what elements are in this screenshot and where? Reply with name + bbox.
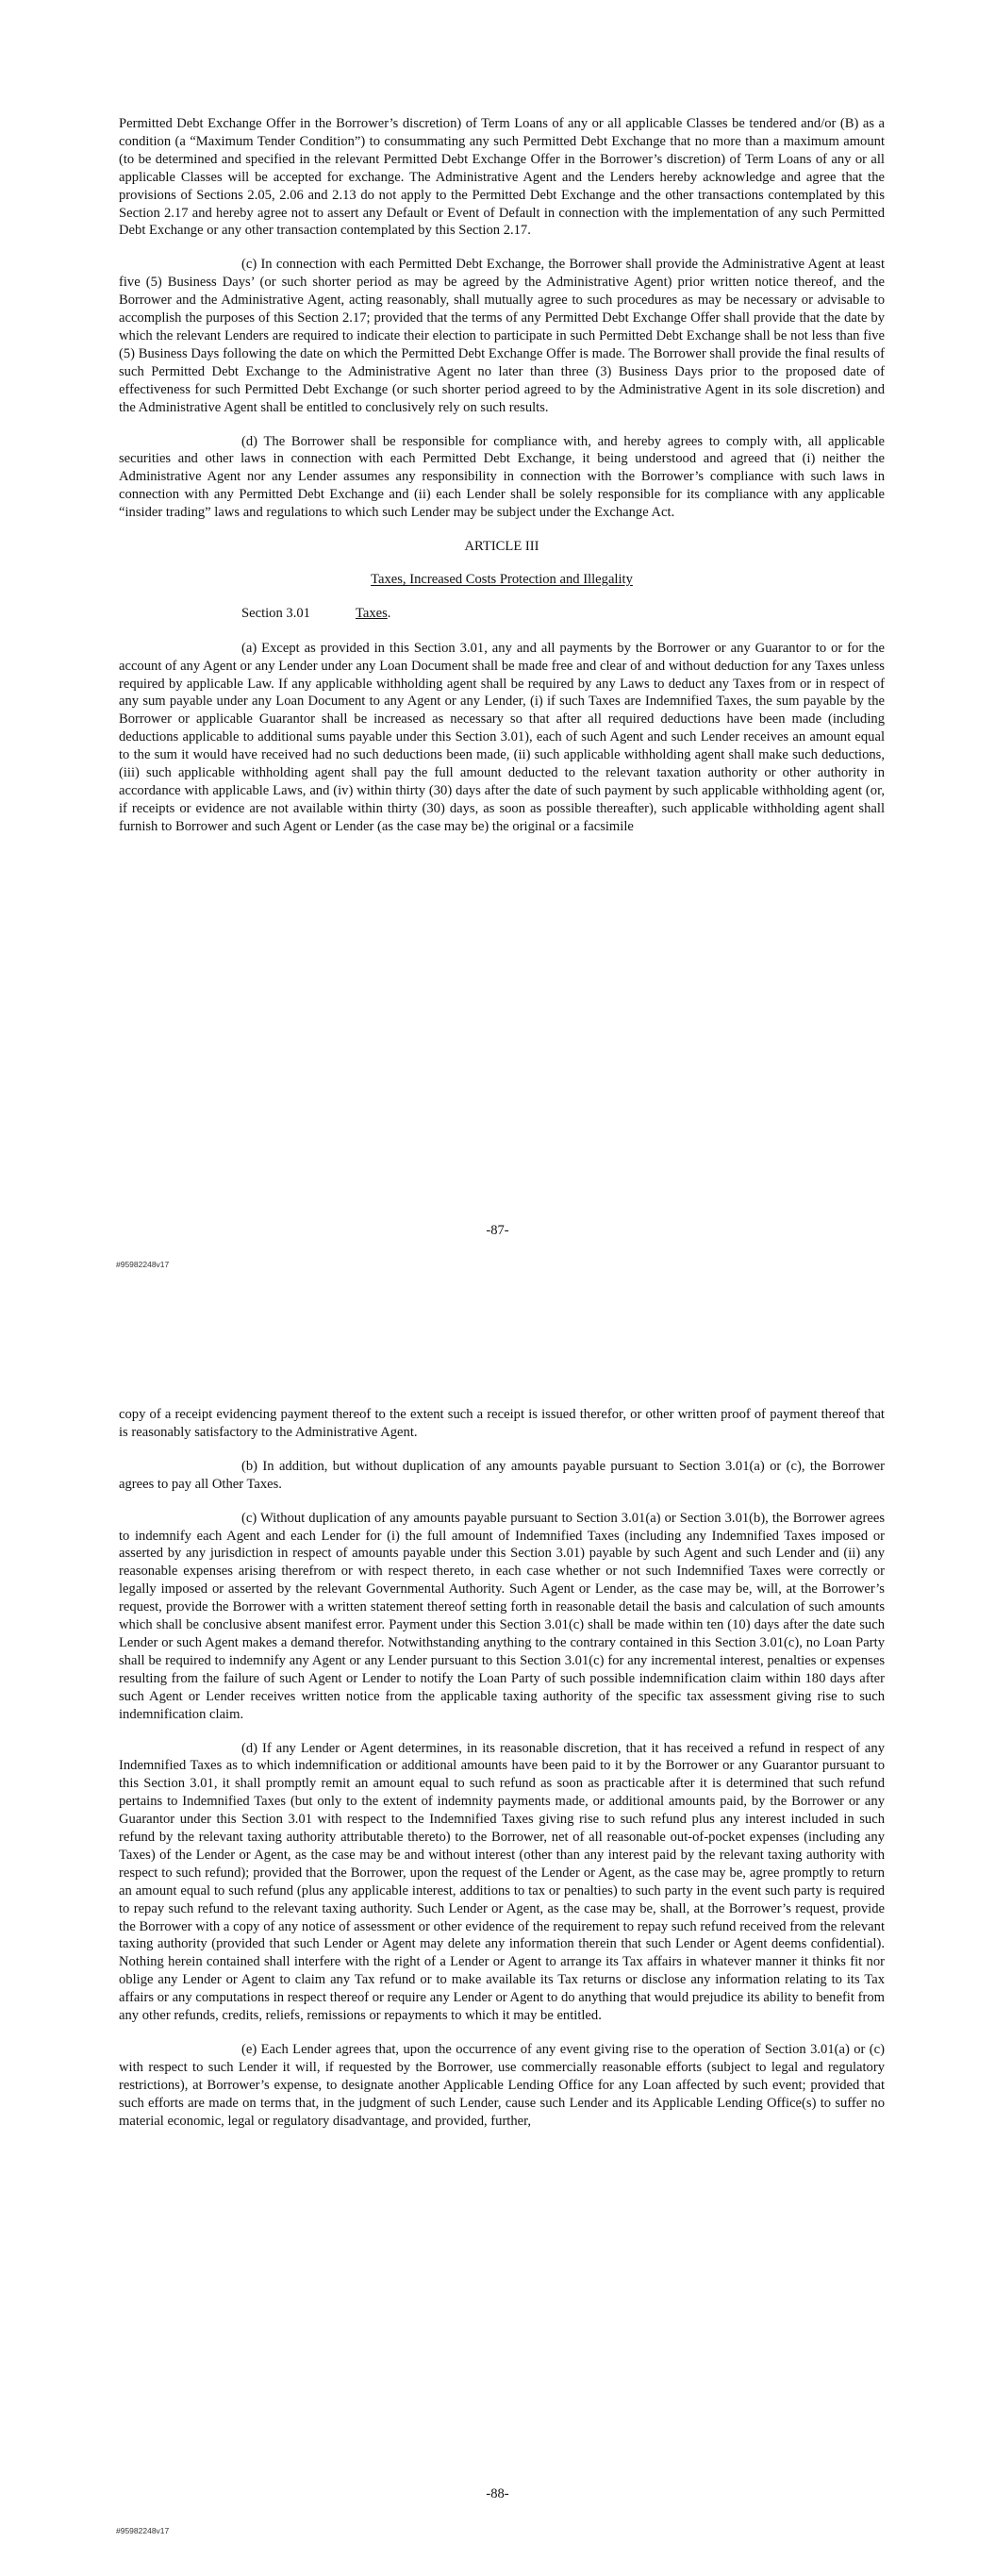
section-title: Taxes [355,605,388,621]
page-88 [0,1359,995,2576]
article-title: Taxes, Increased Costs Protection and Illegality [371,571,633,587]
page-87 [0,0,995,1283]
document-id: #95982248v17 [116,2526,170,2535]
paragraph-d: (d) The Borrower shall be responsible for compliance with, and hereby agrees to comply with, all applicable securities and other laws in connection with each Permitted Debt Exchange, it being understood and agreed that (i) neither the Administrative Agent nor any Lender assumes any responsibility in connection with the Borrower’s compliance with such laws in connection with any Permitted Debt Exchange and (ii) each Lender shall be solely responsible for its compliance with any applicable “insider trading” laws and regulations to which such Lender may be subject under the Exchange Act. [119,433,885,521]
document-id: #95982248v17 [116,1260,170,1269]
page-87-body [119,115,885,852]
page-number: -87- [486,1223,509,1238]
paragraph-e: (e) Each Lender agrees that, upon the occurrence of any event giving rise to the operation of Section 3.01(a) or (c) with respect to such Lender it will, if requested by the Borrower, use commercially reasonable efforts (subject to legal and regulatory restrictions), at Borrower’s expense, to designate another Applicable Lending Office for any Loan affected by such event; provided that such efforts are made on terms that, in the judgment of such Lender, cause such Lender and its Applicable Lending Office(s) to suffer no material economic, legal or regulatory disadvantage, and provided, further, [119,2042,885,2129]
paragraph-c: (c) Without duplication of any amounts payable pursuant to Section 3.01(a) or Section 3.01(b), the Borrower agrees to indemnify each Agent and each Lender for (i) the full amount of Indemnified Taxes (including any Indemnified Taxes imposed or asserted by any jurisdiction in respect of amounts payable under this Section 3.01) payable by such Agent and such Lender and (ii) any reasonable expenses arising therefrom or with respect thereto, in each case whether or not such Indemnified Taxes were correctly or legally imposed or asserted by the relevant Governmental Authority. Such Agent or Lender, as the case may be, will, at the Borrower’s request, provide the Borrower with a written statement thereof setting forth in reasonable detail the basis and calculation of such amounts which shall be conclusive absent manifest error. Payment under this Section 3.01(c) shall be made within ten (10) days after the date such Lender or such Agent makes a demand therefor. Notwithstanding anything to the contrary contained in this Section 3.01(c), no Loan Party shall be required to indemnify any Agent or any Lender pursuant to this Section 3.01(c) for any incremental interest, penalties or expenses resulting from the failure of such Agent or Lender to notify the Loan Party of such possible indemnification claim within 180 days after such Agent or Lender receives written notice from the applicable taxing authority of the specific tax assessment giving rise to such indemnification claim. [119,1510,885,1722]
page-number: -88- [486,2486,509,2501]
paragraph-b: (b) In addition, but without duplication of any amounts payable pursuant to Section 3.01(a) or (c), the Borrower agrees to pay all Other Taxes. [119,1458,885,1492]
article-heading: ARTICLE III [464,539,539,555]
paragraph-d: (d) If any Lender or Agent determines, in its reasonable discretion, that it has received a refund in respect of any Indemnified Taxes as to which indemnification or additional amounts have been paid to it by the Borrower or any Guarantor pursuant to this Section 3.01, it shall promptly remit an amount equal to such refund as soon as practicable after it is determined that such refund pertains to Indemnified Taxes (but only to the extent of indemnity payments made, or additional amounts paid, by the Borrower or any Guarantor under this Section 3.01 with respect to the Indemnified Taxes giving rise to such refund plus any interest included in such refund by the relevant taxing authority attributable thereto) to the Borrower, net of all reasonable out-of-pocket expenses (including any Taxes) of the Lender or Agent, as the case may be and without interest (other than any interest paid by the relevant taxing authority with respect to such refund); provided that the Borrower, upon the request of the Lender or Agent, as the case may be, agree promptly to return an amount equal to such refund (plus any applicable interest, additions to tax or penalties) to such party in the event such party is required to repay such refund to the relevant taxing authority. Such Lender or Agent, as the case may be, shall, at the Borrower’s request, provide the Borrower with a copy of any notice of assessment or other evidence of the requirement to repay such refund received from the relevant taxing authority (provided that such Lender or Agent may delete any information therein that such Lender or Agent deems confidential). Nothing herein contained shall interfere with the right of a Lender or Agent to arrange its Tax affairs in whatever manner it thinks fit nor oblige any Lender or Agent to claim any Tax refund or to make available its Tax returns or disclose any information relating to its Tax affairs or any computations in respect thereof or require any Lender or Agent to do anything that would prejudice its ability to benefit from any other refunds, credits, reliefs, remissions or repayments to which it may be entitled. [119,1740,885,2024]
paragraph-continuation: copy of a receipt evidencing payment thereof to the extent such a receipt is issued therefor, or other written proof of payment thereof that is reasonably satisfactory to the Administrative Agent. [119,1407,885,1440]
page-88-body [119,1406,885,2147]
section-label: Section 3.01 [241,605,310,621]
paragraph-c: (c) In connection with each Permitted Debt Exchange, the Borrower shall provide the Administrative Agent at least five (5) Business Days’ (or such shorter period as may be agreed by the Administrative Agent) prior written notice thereof, and the Borrower and the Administrative Agent, acting reasonably, shall mutually agree to such procedures as may be necessary or advisable to accomplish the purposes of this Section 2.17; provided that the terms of any Permitted Debt Exchange Offer shall provide that the date by which the relevant Lenders are required to indicate their election to participate in such Permitted Debt Exchange shall be not less than five (5) Business Days following the date on which the Permitted Debt Exchange Offer is made. The Borrower shall provide the final results of such Permitted Debt Exchange to the Administrative Agent no later than three (3) Business Days prior to the proposed date of effectiveness for such Permitted Debt Exchange (or such shorter period agreed to by the Administrative Agent in its sole discretion) and the Administrative Agent shall be entitled to conclusively rely on such results. [119,257,885,415]
paragraph-a: (a) Except as provided in this Section 3.01, any and all payments by the Borrower or any Guarantor to or for the account of any Agent or any Lender under any Loan Document shall be made free and clear of and without deduction for any Taxes unless required by applicable Law. If any applicable withholding agent shall be required by any Laws to deduct any Taxes from or in respect of any sum payable under any Loan Document to any Agent or any Lender, (i) if such Taxes are Indemnified Taxes, the sum payable by the Borrower or applicable Guarantor shall be increased as necessary so that after all required deductions have been made (including deductions applicable to additional sums payable under this Section 3.01), each of such Agent and such Lender receives an amount equal to the sum it would have received had no such deductions been made, (ii) such applicable withholding agent shall make such deductions, (iii) such applicable withholding agent shall pay the full amount deducted to the relevant taxation authority or other authority in accordance with applicable Laws, and (iv) within thirty (30) days after the date of such payment by such applicable withholding agent (or, if receipts or evidence are not available within thirty (30) days, as soon as possible thereafter), such applicable withholding agent shall furnish to Borrower and such Agent or Lender (as the case may be) the original or a facsimile [119,640,885,834]
section-heading: Section 3.01 Taxes. [241,605,391,621]
paragraph-continuation: Permitted Debt Exchange Offer in the Borrower’s discretion) of Term Loans of any or all applicable Classes be tendered and/or (B) as a condition (a “Maximum Tender Condition”) to consummating any such Permitted Debt Exchange that no more than a maximum amount (to be determined and specified in the relevant Permitted Debt Exchange Offer in the Borrower’s discretion) of Term Loans of any or all applicable Classes will be accepted for exchange. The Administrative Agent and the Lenders hereby acknowledge and agree that the provisions of Sections 2.05, 2.06 and 2.13 do not apply to the Permitted Debt Exchange and the other transactions contemplated by this Section 2.17 and hereby agree not to assert any Default or Event of Default in connection with the implementation of any such Permitted Debt Exchange or any other transaction contemplated by this Section 2.17. [119,116,885,239]
